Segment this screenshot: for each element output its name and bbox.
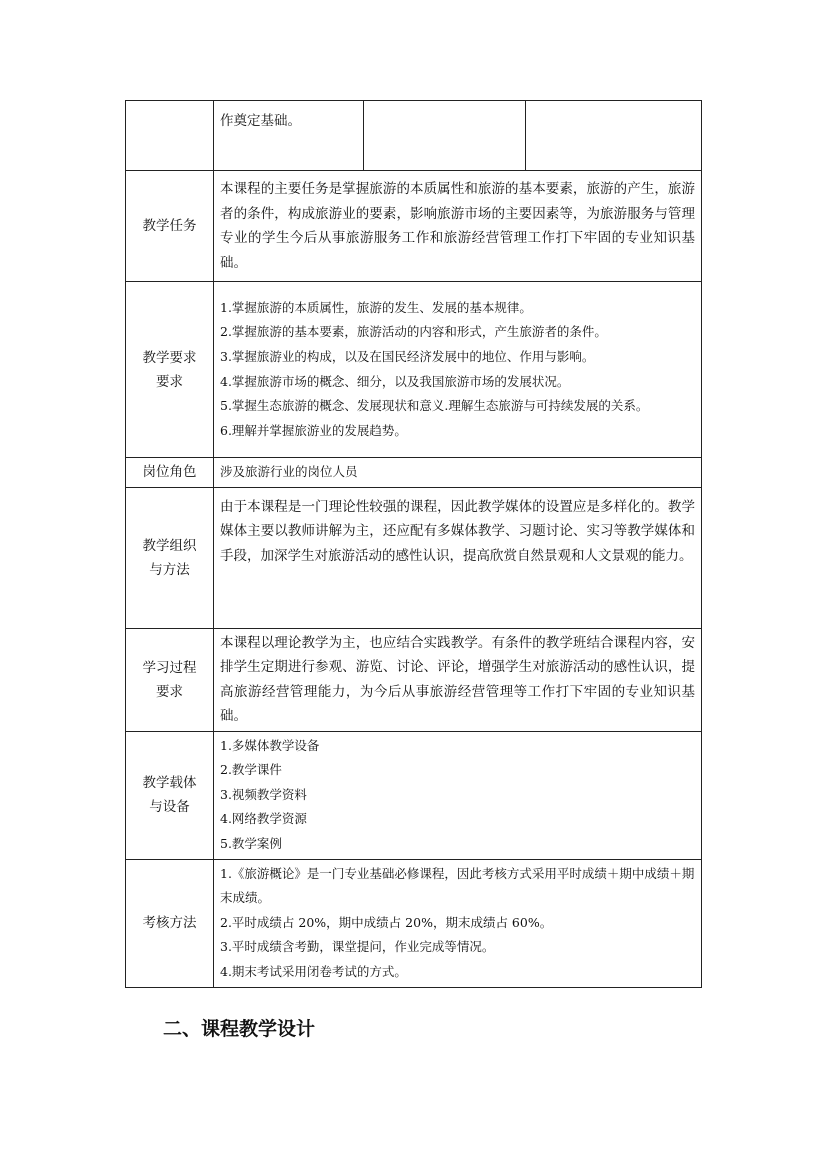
- task-label: 教学任务: [126, 171, 214, 282]
- task-text: 本课程的主要任务是掌握旅游的本质属性和旅游的基本要素，旅游的产生，旅游者的条件，构成旅游业的要素，影响旅游市场的主要因素等，为旅游服务与管理专业的学生今后从事旅游服务工作和旅游经营管理工作打下牢固的专业知识基础。: [214, 171, 702, 282]
- requirements-list: [214, 282, 702, 458]
- table-row-assessment: [126, 859, 702, 987]
- list-item: 4.网络教学资源: [220, 811, 307, 827]
- carrier-list: [214, 731, 702, 859]
- table-row-task: [126, 171, 702, 282]
- list-item: 3.视频教学资料: [220, 786, 307, 802]
- process-label-line1: 学习过程: [142, 659, 197, 676]
- process-label: [126, 628, 214, 731]
- process-text: 本课程以理论教学为主，也应结合实践教学。有条件的教学班结合课程内容，安排学生定期进行参观、游览、讨论、评论，增强学生对旅游活动的感性认识，提高旅游经营管理能力，为今后从事旅游经营管理等工作打下牢固的专业知识基础。: [214, 628, 702, 731]
- requirements-label: [126, 282, 214, 458]
- carrier-label-line2: 与设备: [149, 799, 190, 816]
- table-row-organization: [126, 487, 702, 628]
- assessment-label: 考核方法: [126, 859, 214, 987]
- cell-empty: [526, 101, 702, 171]
- organization-label: [126, 487, 214, 628]
- list-item: 2.平时成绩占 20%，期中成绩占 20%，期末成绩占 60%。: [220, 914, 553, 930]
- list-item: 3.平时成绩含考勤，课堂提问，作业完成等情况。: [220, 939, 495, 955]
- organization-label-line1: 教学组织: [142, 537, 197, 554]
- table-row-carrier: [126, 731, 702, 859]
- table-row-requirements: [126, 282, 702, 458]
- role-text: 涉及旅游行业的岗位人员: [214, 458, 702, 488]
- process-label-line2: 要求: [156, 683, 183, 700]
- continued-text: 作奠定基础。: [214, 101, 364, 171]
- list-item: 5.教学案例: [220, 835, 282, 851]
- list-item: 2.掌握旅游的基本要素，旅游活动的内容和形式，产生旅游者的条件。: [220, 324, 607, 340]
- list-item: 4.期末考试采用闭卷考试的方式。: [220, 963, 407, 979]
- list-item: 2.教学课件: [220, 762, 282, 778]
- course-table: [125, 100, 702, 988]
- assessment-list: [214, 859, 702, 987]
- list-item: 1.掌握旅游的本质属性，旅游的发生、发展的基本规律。: [220, 299, 532, 315]
- list-item: 1.《旅游概论》是一门专业基础必修课程，因此考核方式采用平时成绩＋期中成绩＋期末成绩。: [220, 865, 695, 906]
- organization-label-line2: 与方法: [149, 561, 190, 578]
- list-item: 6.理解并掌握旅游业的发展趋势。: [220, 422, 407, 438]
- requirements-label-line2: 要求: [156, 373, 183, 390]
- list-item: 4.掌握旅游市场的概念、细分，以及我国旅游市场的发展状况。: [220, 373, 570, 389]
- table-row-top: [126, 101, 702, 171]
- table-row-role: [126, 458, 702, 488]
- role-label: 岗位角色: [126, 458, 214, 488]
- carrier-label-line1: 教学载体: [142, 775, 197, 792]
- table-row-process: [126, 628, 702, 731]
- cell-empty: [126, 101, 214, 171]
- cell-empty: [364, 101, 526, 171]
- requirements-label-line1: 教学要求: [142, 349, 197, 366]
- carrier-label: [126, 731, 214, 859]
- section-heading: 二、课程教学设计: [163, 1018, 316, 1040]
- list-item: 3.掌握旅游业的构成，以及在国民经济发展中的地位、作用与影响。: [220, 348, 595, 364]
- organization-text: 由于本课程是一门理论性较强的课程，因此教学媒体的设置应是多样化的。教学媒体主要以教师讲解为主，还应配有多媒体教学、习题讨论、实习等教学媒体和手段，加深学生对旅游活动的感性认识，提高欣赏自然景观和人文景观的能力。: [214, 487, 702, 628]
- list-item: 5.掌握生态旅游的概念、发展现状和意义.理解生态旅游与可持续发展的关系。: [220, 398, 649, 414]
- list-item: 1.多媒体教学设备: [220, 737, 320, 753]
